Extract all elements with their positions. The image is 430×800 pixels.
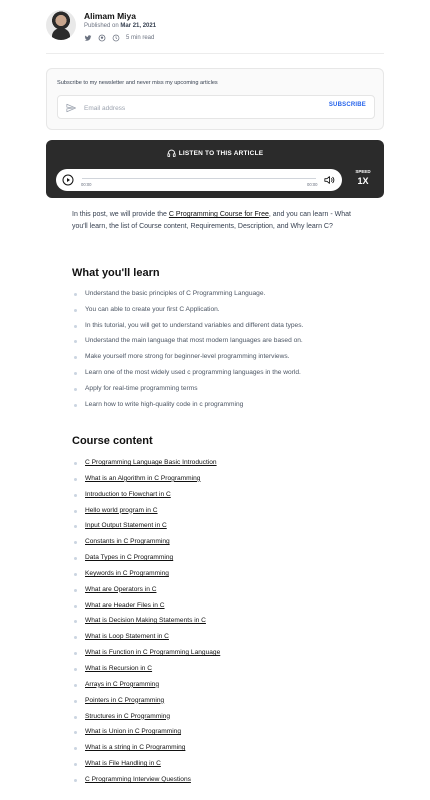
header-divider [46, 53, 384, 54]
course-item [72, 649, 372, 665]
course-link[interactable]: What is an Algorithm in C Programming [85, 474, 201, 482]
learn-item: Apply for real-time programming terms [72, 385, 372, 401]
clock-icon [112, 34, 120, 42]
course-link[interactable]: Pointers in C Programming [85, 696, 165, 704]
published-date-value: Mar 21, 2021 [120, 23, 157, 29]
course-item [72, 475, 372, 491]
learn-item: In this tutorial, you will get to understand variables and different data types. [72, 322, 372, 338]
course-link[interactable]: What is Union in C Programming [85, 728, 182, 736]
course-link[interactable]: What is Recursion in C [85, 664, 153, 672]
intro-text-before: In this post, we will provide the [72, 211, 169, 218]
email-input[interactable] [82, 100, 306, 116]
learn-item: You can able to create your first C Application. [72, 306, 372, 322]
course-item [72, 760, 372, 776]
author-name[interactable]: Alimam Miya [84, 11, 136, 21]
subscribe-button[interactable]: SUBSCRIBE [328, 102, 366, 108]
course-item [72, 491, 372, 507]
course-item [72, 728, 372, 744]
github-icon[interactable] [98, 34, 106, 42]
course-link[interactable]: What is Decision Making Statements in C [85, 617, 206, 625]
avatar[interactable] [46, 10, 76, 40]
intro-course-link[interactable]: C Programming Course for Free [168, 211, 269, 218]
course-link[interactable]: C Programming Language Basic Introduction [85, 459, 217, 466]
read-time: 5 min read [126, 35, 155, 41]
learn-item: Understand the basic principles of C Programming Language. [72, 290, 372, 306]
course-item [72, 617, 372, 633]
time-end: 00:00 [307, 182, 318, 187]
audio-bar [56, 169, 342, 191]
learn-list [72, 290, 372, 416]
newsletter-form [57, 95, 375, 119]
course-item [72, 665, 372, 681]
twitter-icon[interactable] [84, 34, 92, 42]
course-link[interactable]: Arrays in C Programming [85, 680, 160, 688]
course-link[interactable]: Constants in C Programming [85, 538, 170, 546]
course-item [72, 681, 372, 697]
course-item [72, 586, 372, 602]
intro-text-after: , and you can learn - What you'll learn, the list of Course content, Requirements, Description, and Why learn C? [72, 211, 351, 230]
course-heading: Course content [72, 435, 153, 447]
send-icon [66, 103, 76, 113]
course-list [72, 459, 372, 792]
course-link[interactable]: Data Types in C Programming [85, 554, 174, 562]
course-item [72, 507, 372, 523]
course-item [72, 554, 372, 570]
course-link[interactable]: What is a string in C Programming [85, 744, 186, 752]
learn-item: Learn one of the most widely used c programming languages in the world. [72, 369, 372, 385]
course-item [72, 570, 372, 586]
course-link[interactable]: Input Output Statement in C [85, 522, 167, 530]
course-item [72, 602, 372, 618]
course-item [72, 744, 372, 760]
learn-heading: What you'll learn [72, 267, 160, 279]
speed-button[interactable]: 1X [357, 176, 369, 186]
published-date [84, 23, 156, 29]
learn-item: Understand the main language that most modern languages are based on. [72, 337, 372, 353]
course-item [72, 459, 372, 475]
course-link[interactable]: What are Header Files in C [85, 601, 165, 609]
course-item [72, 633, 372, 649]
course-item [72, 776, 372, 792]
published-prefix: Published on [84, 23, 119, 29]
course-link[interactable]: C Programming Interview Questions [85, 775, 191, 783]
audio-progress-track[interactable] [82, 178, 316, 179]
course-link[interactable]: Hello world program in C [85, 506, 158, 514]
headphones-icon [167, 149, 176, 157]
course-item [72, 522, 372, 538]
learn-item: Make yourself more strong for beginner-level programming interviews. [72, 353, 372, 369]
audio-player [46, 140, 384, 198]
author-header [46, 10, 386, 50]
listen-label: LISTEN TO THIS ARTICLE [178, 150, 264, 157]
article-intro [72, 209, 368, 233]
newsletter-box [46, 68, 384, 130]
course-link[interactable]: What is Loop Statement in C [85, 633, 169, 641]
play-icon[interactable] [62, 174, 74, 186]
newsletter-text: Subscribe to my newsletter and never miss my upcoming articles [57, 80, 218, 86]
speed-label: SPEED [355, 169, 371, 174]
course-link[interactable]: What is Function in C Programming Language [85, 649, 221, 657]
course-link[interactable]: Introduction to Flowchart in C [85, 490, 171, 498]
course-link[interactable]: Structures in C Programming [85, 712, 171, 720]
author-meta [84, 34, 154, 42]
listen-title [46, 149, 384, 157]
course-link[interactable]: What is File Handling in C [85, 760, 161, 768]
time-start: 00:00 [81, 182, 92, 187]
course-link[interactable]: Keywords in C Programming [85, 569, 169, 577]
volume-icon[interactable] [324, 175, 335, 185]
learn-item: Learn how to write high-quality code in c programming [72, 401, 372, 417]
course-link[interactable]: What are Operators in C [85, 585, 157, 593]
course-item [72, 713, 372, 729]
course-item [72, 697, 372, 713]
course-item [72, 538, 372, 554]
